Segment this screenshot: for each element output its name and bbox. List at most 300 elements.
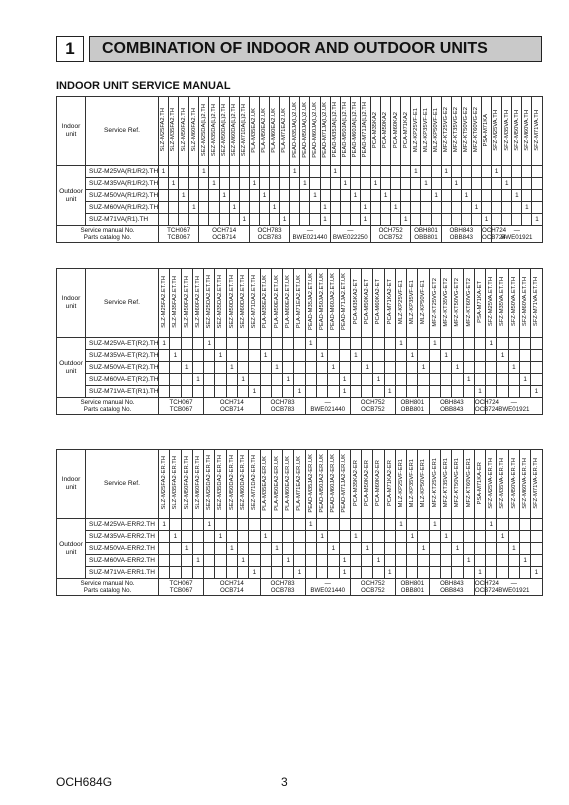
indoor-model-name: PCA-M50KA2-ET: [364, 279, 370, 325]
service-manual-number: OBH801: [400, 399, 425, 406]
empty-cell: [350, 338, 361, 350]
indoor-model-name: PCA-M35KA2-ER: [352, 459, 359, 507]
document-code: OCH684G: [56, 775, 113, 789]
empty-cell: [411, 178, 421, 190]
indoor-model-name: SEZ-M35DA(L)2.TH: [210, 103, 217, 157]
empty-cell: [170, 519, 181, 531]
empty-cell: [271, 531, 282, 543]
indoor-model-name: PEAD-M35JA2.ET.UK: [307, 273, 314, 331]
empty-cell: [532, 166, 542, 178]
indoor-model-header: [179, 97, 189, 166]
empty-cell: [512, 214, 522, 226]
table-row: [57, 338, 543, 350]
empty-cell: [362, 555, 373, 567]
indoor-model-name: MLZ-KP25VF-E1: [397, 279, 404, 325]
combination-mark: 1: [486, 519, 497, 531]
empty-cell: [290, 190, 300, 202]
empty-cell: [486, 531, 497, 543]
indoor-model-header: [170, 450, 181, 519]
empty-cell: [226, 519, 237, 531]
combination-mark: 1: [486, 338, 497, 350]
empty-cell: [401, 166, 411, 178]
indoor-model-header: [463, 450, 474, 519]
empty-cell: [179, 202, 189, 214]
empty-cell: [237, 531, 248, 543]
manual-group: [474, 398, 499, 415]
empty-cell: [204, 362, 215, 374]
empty-cell: [508, 374, 519, 386]
outdoor-model-name: SUZ-M35VA-ERR2.TH: [86, 531, 159, 543]
empty-cell: [497, 362, 508, 374]
empty-cell: [170, 567, 181, 579]
empty-cell: [189, 166, 199, 178]
indoor-model-name: PLA-M50EA2-ER.UK: [273, 455, 280, 511]
parts-catalog-number: OBB843: [440, 406, 464, 413]
outdoor-model-name: SUZ-M25VA-ET(R2).TH: [86, 338, 159, 350]
empty-cell: [391, 214, 401, 226]
empty-cell: [508, 519, 519, 531]
indoor-model-name: PLA-M71EA2.UK: [281, 107, 288, 153]
indoor-model-name: MFZ-KT25VG-E2: [442, 107, 449, 153]
indoor-model-name: PLA-M60EA2-ER.UK: [285, 455, 292, 511]
empty-cell: [249, 531, 260, 543]
table-row: [57, 543, 543, 555]
empty-cell: [330, 214, 340, 226]
empty-cell: [316, 362, 327, 374]
empty-cell: [451, 190, 461, 202]
empty-cell: [418, 350, 429, 362]
indoor-model-header: [320, 97, 330, 166]
empty-cell: [340, 166, 350, 178]
empty-cell: [384, 531, 395, 543]
indoor-model-name: PEAD-M60JA2.ET.UK: [330, 273, 337, 331]
combination-mark: 1: [199, 166, 209, 178]
service-manual-number: BWE01921: [498, 587, 530, 594]
empty-cell: [461, 166, 471, 178]
empty-cell: [237, 338, 248, 350]
indoor-model-header: [429, 269, 440, 338]
indoor-unit-label: Indoor unit: [57, 450, 86, 519]
empty-cell: [340, 202, 350, 214]
empty-cell: [294, 543, 305, 555]
combination-mark: 1: [305, 338, 316, 350]
empty-cell: [310, 202, 320, 214]
indoor-model-name: SEZ-M25DA(L)2.TH: [200, 103, 207, 157]
indoor-model-name: SFZ-M60VA.TH: [523, 109, 530, 151]
indoor-model-name: MFZ-KT35VG-ER1: [442, 458, 449, 508]
indoor-model-name: MLZ-KP50VF-ER1: [420, 458, 427, 508]
empty-cell: [508, 386, 519, 398]
empty-cell: [431, 214, 441, 226]
empty-cell: [391, 190, 401, 202]
manual-group: [305, 398, 350, 415]
combination-mark: 1: [340, 178, 350, 190]
parts-catalog-number: OCB724: [482, 234, 506, 241]
service-manual-number: BWE01921: [501, 234, 533, 241]
indoor-model-header: [531, 450, 542, 519]
empty-cell: [463, 350, 474, 362]
empty-cell: [249, 350, 260, 362]
indoor-model-header: [271, 269, 282, 338]
indoor-model-name: PLA-M71EA2-ER.UK: [296, 455, 303, 511]
outdoor-model-name: SUZ-M50VA-ET(R2).TH: [86, 362, 159, 374]
combination-mark: 1: [441, 531, 452, 543]
service-ref-label: Service Ref.: [86, 97, 159, 166]
empty-cell: [181, 338, 192, 350]
empty-cell: [461, 178, 471, 190]
indoor-model-header: [411, 97, 421, 166]
empty-cell: [169, 166, 179, 178]
empty-cell: [486, 350, 497, 362]
empty-cell: [373, 519, 384, 531]
indoor-model-name: PLA-M50EA2.ET.UK: [273, 275, 280, 329]
empty-cell: [370, 202, 380, 214]
combination-mark: 1: [452, 362, 463, 374]
empty-cell: [239, 178, 249, 190]
empty-cell: [159, 350, 170, 362]
service-manual-number: OCH724: [474, 580, 499, 587]
service-manual-number: OCH783: [257, 227, 282, 234]
empty-cell: [395, 531, 406, 543]
indoor-model-header: [531, 269, 542, 338]
empty-cell: [461, 214, 471, 226]
manual-group: [411, 226, 441, 243]
empty-cell: [373, 362, 384, 374]
empty-cell: [452, 374, 463, 386]
empty-cell: [294, 374, 305, 386]
service-ref-label: Service Ref.: [86, 450, 159, 519]
indoor-model-header: [237, 450, 248, 519]
empty-cell: [192, 350, 203, 362]
empty-cell: [339, 350, 350, 362]
empty-cell: [249, 543, 260, 555]
service-manual-number: BWE021440: [310, 406, 346, 413]
empty-cell: [328, 519, 339, 531]
empty-cell: [429, 567, 440, 579]
combination-mark: 1: [181, 543, 192, 555]
parts-catalog-number: OCB714: [219, 587, 244, 594]
empty-cell: [340, 214, 350, 226]
empty-cell: [179, 166, 189, 178]
indoor-model-header: [271, 450, 282, 519]
empty-cell: [159, 190, 169, 202]
combination-mark: 1: [219, 190, 229, 202]
table-row: [57, 178, 543, 190]
indoor-model-name: SEZ-M50DA2-ER.TH: [228, 455, 235, 511]
indoor-model-name: SEZ-M60DA2.ET.TH: [239, 275, 246, 329]
indoor-unit-service-manual-heading: INDOOR UNIT SERVICE MANUAL: [56, 80, 231, 92]
table-row: [57, 386, 543, 398]
empty-cell: [159, 555, 170, 567]
empty-cell: [497, 374, 508, 386]
combination-mark: 1: [316, 531, 327, 543]
empty-cell: [159, 543, 170, 555]
indoor-model-header: [310, 97, 320, 166]
combination-mark: 1: [204, 519, 215, 531]
no-manual-dash: —: [510, 580, 517, 587]
empty-cell: [418, 386, 429, 398]
empty-cell: [339, 531, 350, 543]
indoor-model-name: SFZ-M71VA.ET.TH: [533, 277, 540, 327]
indoor-model-header: [520, 450, 531, 519]
table-header-row: [57, 97, 543, 166]
indoor-model-header: [508, 269, 519, 338]
indoor-model-name: SLZ-M50FA2.ET.TH: [183, 276, 190, 328]
empty-cell: [391, 178, 401, 190]
combination-mark: 1: [280, 214, 290, 226]
combination-mark: 1: [451, 178, 461, 190]
empty-cell: [204, 531, 215, 543]
empty-cell: [512, 178, 522, 190]
empty-cell: [362, 374, 373, 386]
combination-mark: 1: [531, 567, 542, 579]
empty-cell: [305, 362, 316, 374]
indoor-model-name: PLA-M35EA2.ET.UK: [262, 275, 269, 329]
empty-cell: [391, 166, 401, 178]
empty-cell: [441, 214, 451, 226]
empty-cell: [316, 567, 327, 579]
combination-mark: 1: [271, 543, 282, 555]
empty-cell: [294, 362, 305, 374]
empty-cell: [209, 166, 219, 178]
indoor-unit-label: Indoor unit: [57, 97, 86, 166]
combination-mark: 1: [391, 202, 401, 214]
indoor-model-header: [452, 450, 463, 519]
parts-catalog-number: TCB067: [167, 234, 191, 241]
empty-cell: [259, 202, 269, 214]
empty-cell: [395, 555, 406, 567]
parts-catalog-number: OCB752: [360, 587, 385, 594]
indoor-model-header: [429, 450, 440, 519]
empty-cell: [384, 350, 395, 362]
empty-cell: [520, 386, 531, 398]
empty-cell: [474, 338, 485, 350]
empty-cell: [226, 350, 237, 362]
outdoor-model-name: SUZ-M71VA(R1).TH: [86, 214, 159, 226]
parts-catalog-number: OCB783: [257, 234, 282, 241]
indoor-model-header: [249, 450, 260, 519]
service-manual-number: BWE022250: [332, 234, 368, 241]
indoor-model-name: PEAD-M35JA(L)2.TH: [331, 102, 338, 158]
empty-cell: [215, 543, 226, 555]
empty-cell: [226, 338, 237, 350]
empty-cell: [350, 178, 360, 190]
empty-cell: [486, 567, 497, 579]
combination-mark: 1: [316, 350, 327, 362]
combination-mark: 1: [320, 214, 330, 226]
combination-mark: 1: [339, 567, 350, 579]
service-manual-number: BWE021440: [310, 587, 346, 594]
combination-mark: 1: [482, 214, 492, 226]
empty-cell: [192, 531, 203, 543]
combination-mark: 1: [215, 531, 226, 543]
empty-cell: [452, 519, 463, 531]
indoor-model-header: [502, 97, 512, 166]
empty-cell: [280, 190, 290, 202]
indoor-model-header: [328, 269, 339, 338]
empty-cell: [418, 374, 429, 386]
indoor-model-name: SEZ-M25DA2.ET.TH: [206, 275, 213, 329]
empty-cell: [328, 374, 339, 386]
empty-cell: [407, 555, 418, 567]
empty-cell: [401, 190, 411, 202]
empty-cell: [249, 362, 260, 374]
empty-cell: [350, 386, 361, 398]
empty-cell: [452, 338, 463, 350]
empty-cell: [219, 178, 229, 190]
indoor-model-header: [328, 450, 339, 519]
empty-cell: [431, 202, 441, 214]
empty-cell: [373, 543, 384, 555]
empty-cell: [373, 338, 384, 350]
empty-cell: [159, 178, 169, 190]
indoor-model-name: PSA-M71KA-ER: [476, 461, 483, 505]
indoor-model-name: MLZ-KP50VF-E1: [432, 107, 439, 153]
manual-group: [260, 579, 305, 596]
combination-mark: 1: [170, 531, 181, 543]
indoor-model-header: [330, 97, 340, 166]
indoor-model-name: SFZ-M25VA-ER.TH: [488, 457, 495, 509]
empty-cell: [328, 350, 339, 362]
empty-cell: [229, 166, 239, 178]
indoor-model-name: SLZ-M50FA2-ER.TH: [183, 456, 190, 510]
empty-cell: [215, 362, 226, 374]
empty-cell: [260, 567, 271, 579]
empty-cell: [320, 178, 330, 190]
empty-cell: [169, 214, 179, 226]
empty-cell: [259, 166, 269, 178]
empty-cell: [219, 166, 229, 178]
empty-cell: [181, 519, 192, 531]
empty-cell: [522, 178, 532, 190]
empty-cell: [471, 190, 481, 202]
empty-cell: [226, 531, 237, 543]
empty-cell: [249, 166, 259, 178]
empty-cell: [441, 519, 452, 531]
manual-group: [159, 579, 204, 596]
service-manual-number: OBH801: [400, 580, 425, 587]
indoor-model-name: SLZ-M35FA2-ER.TH: [172, 456, 179, 510]
manual-catalog-label: [57, 579, 159, 596]
empty-cell: [192, 362, 203, 374]
empty-cell: [204, 543, 215, 555]
service-manual-number: OCH724: [474, 399, 499, 406]
empty-cell: [271, 386, 282, 398]
indoor-model-header: [441, 269, 452, 338]
empty-cell: [373, 567, 384, 579]
indoor-model-name: SEZ-M25DA2-ER.TH: [206, 455, 213, 511]
combination-mark: 1: [270, 202, 280, 214]
indoor-model-header: [270, 97, 280, 166]
empty-cell: [310, 178, 320, 190]
empty-cell: [441, 338, 452, 350]
indoor-model-header: [391, 97, 401, 166]
indoor-model-header: [532, 97, 542, 166]
combination-mark: 1: [502, 178, 512, 190]
indoor-model-header: [219, 97, 229, 166]
empty-cell: [204, 386, 215, 398]
empty-cell: [192, 519, 203, 531]
empty-cell: [381, 202, 391, 214]
empty-cell: [531, 374, 542, 386]
empty-cell: [401, 178, 411, 190]
empty-cell: [340, 190, 350, 202]
indoor-model-header: [294, 269, 305, 338]
indoor-model-header: [316, 269, 327, 338]
empty-cell: [204, 555, 215, 567]
combination-mark: 1: [239, 214, 249, 226]
empty-cell: [452, 567, 463, 579]
empty-cell: [441, 567, 452, 579]
indoor-model-header: [260, 450, 271, 519]
empty-cell: [350, 362, 361, 374]
empty-cell: [520, 519, 531, 531]
empty-cell: [270, 178, 280, 190]
combination-mark: 1: [508, 543, 519, 555]
empty-cell: [520, 543, 531, 555]
empty-cell: [384, 519, 395, 531]
empty-cell: [502, 202, 512, 214]
combination-mark: 1: [497, 531, 508, 543]
empty-cell: [219, 202, 229, 214]
empty-cell: [429, 543, 440, 555]
service-manual-no-label: Service manual No.: [80, 227, 135, 234]
indoor-model-header: [189, 97, 199, 166]
empty-cell: [370, 190, 380, 202]
empty-cell: [418, 519, 429, 531]
combination-mark: 1: [381, 190, 391, 202]
table-row: [57, 519, 543, 531]
indoor-unit-label: Indoor unit: [57, 269, 86, 338]
service-manual-number: TCH067: [169, 399, 193, 406]
empty-cell: [260, 555, 271, 567]
combination-mark: 1: [373, 374, 384, 386]
indoor-model-header: [384, 269, 395, 338]
indoor-model-name: MFZ-KT60VG-ER1: [465, 458, 472, 508]
empty-cell: [290, 178, 300, 190]
empty-cell: [249, 374, 260, 386]
empty-cell: [328, 531, 339, 543]
empty-cell: [463, 519, 474, 531]
indoor-model-header: [169, 97, 179, 166]
indoor-model-header: [199, 97, 209, 166]
combination-mark: 1: [260, 531, 271, 543]
empty-cell: [169, 190, 179, 202]
empty-cell: [179, 214, 189, 226]
indoor-model-header: [381, 97, 391, 166]
indoor-model-name: MFZ-KT35VG-ET2: [442, 277, 449, 327]
indoor-model-header: [237, 269, 248, 338]
combination-mark: 1: [159, 519, 170, 531]
empty-cell: [452, 531, 463, 543]
combination-mark: 1: [362, 543, 373, 555]
combination-mark: 1: [237, 555, 248, 567]
empty-cell: [229, 178, 239, 190]
empty-cell: [339, 338, 350, 350]
empty-cell: [316, 543, 327, 555]
indoor-model-header: [249, 97, 259, 166]
indoor-model-name: PCA-M60KA2-ET: [375, 279, 382, 325]
empty-cell: [328, 567, 339, 579]
empty-cell: [300, 190, 310, 202]
indoor-model-name: SFZ-M35VA-ER.TH: [499, 457, 506, 509]
indoor-model-header: [226, 269, 237, 338]
indoor-model-name: MFZ-KT50VG-E2: [463, 107, 470, 153]
empty-cell: [209, 214, 219, 226]
service-manual-number: TCH067: [167, 227, 191, 234]
empty-cell: [451, 166, 461, 178]
manual-group: [441, 226, 481, 243]
